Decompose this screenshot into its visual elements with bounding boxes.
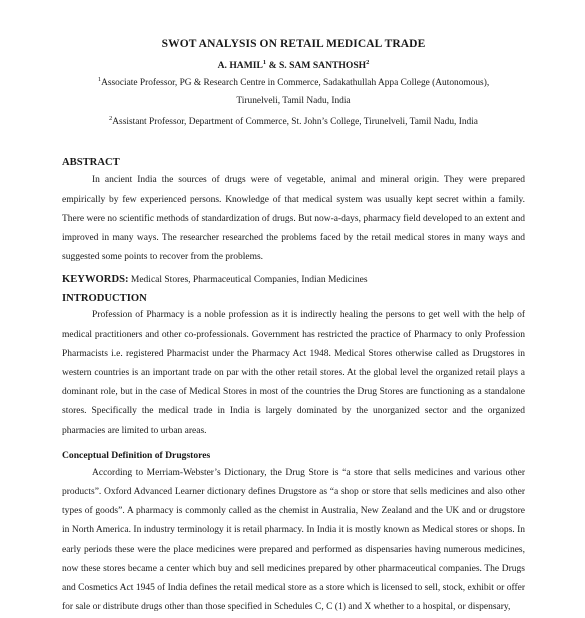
keywords-line: [62, 274, 525, 285]
paper-title: SWOT ANALYSIS ON RETAIL MEDICAL TRADE: [161, 38, 426, 50]
affiliation-1-text: Associate Professor, PG & Research Centre in Commerce, Sadakathullah Appa College (Autonomous),: [101, 78, 490, 89]
conceptual-text: According to Merriam-Webster’s Dictionary, the Drug Store is “a store that sells medicines and various other products”. Oxford Advanced Learner dictionary defines Drugstore as “a shop or store that sells medicines and also other types of goods”. A pharmacy is commonly called as the chemist in Australia, New Zealand and the UK and or drugstore in North America. In industry terminology it is retail pharmacy. In India it is mostly known as Medical stores or shops. In early periods these were the place medicines were prepared and performed as dispensaries having numerous medicines, now these stores became a center which buy and sell medicines prepared by other pharmaceutical companies. The Drugs and Cosmetics Act 1945 of India defines the retail medical store as a store which is licensed to sell, stock, exhibit or offer for sale or distribute drugs other than those specified in Schedules C, C (1) and X whether to a hospital, or dispensary,: [62, 467, 525, 613]
abstract-text: In ancient India the sources of drugs were of vegetable, animal and mineral origin. They were prepared empirically by few experienced persons. Knowledge of that medical system was usually kept secret within a family. There were no scientific methods of standardization of drugs. But now-a-days, pharmacy field developed to an extent and improved in many ways. The researcher researched the problems faced by the retail medical stores in many ways and suggested some points to recover from the problems.: [62, 175, 525, 263]
abstract-heading: ABSTRACT: [62, 157, 120, 169]
author-2-sup: 2: [366, 59, 370, 66]
introduction-text: Profession of Pharmacy is a noble profession as it is indirectly healing the persons to get well with the help of medical practitioners and other co-professionals. Government has restricted the practice of Pharmacy to only Profession Pharmacists i.e. registered Pharmacist under the Pharmacy Act 1948. Medical Stores otherwise called as Drugstores in western countries is an important trade on par with the other retail stores. At the global level the organized retail plays a dominant role, but in the case of Medical Stores in most of the countries the Drug Stores are functioning as a standalone stores. Specifically the medical trade in India is largely dominated by the unorganized sector and the organized pharmacies are limited to urban areas.: [62, 310, 525, 436]
conceptual-heading: Conceptual Definition of Drugstores: [62, 449, 211, 461]
keywords-label: KEYWORDS:: [62, 274, 129, 286]
author-1-sup: 1: [262, 59, 267, 66]
affiliation-2-sup: 2: [109, 115, 113, 123]
author-line: [62, 59, 525, 71]
affiliation-1-line-1: [62, 71, 525, 92]
affiliation-2: [62, 110, 525, 131]
introduction-heading: INTRODUCTION: [62, 293, 147, 305]
affiliation-1-sup: 1: [97, 76, 102, 84]
author-2: S. SAM SANTHOSH: [278, 60, 367, 72]
affiliation-2-text: Assistant Professor, Department of Commerce, St. John’s College, Tirunelveli, Tamil Nadu, India: [112, 117, 478, 128]
author-1: A. HAMIL: [217, 60, 263, 72]
author-separator: &: [266, 60, 279, 72]
affiliation-1-line-2: Tirunelveli, Tamil Nadu, India: [236, 96, 351, 107]
affiliation-1: [62, 71, 525, 110]
keywords-value: Medical Stores, Pharmaceutical Companies, Indian Medicines: [128, 275, 368, 286]
